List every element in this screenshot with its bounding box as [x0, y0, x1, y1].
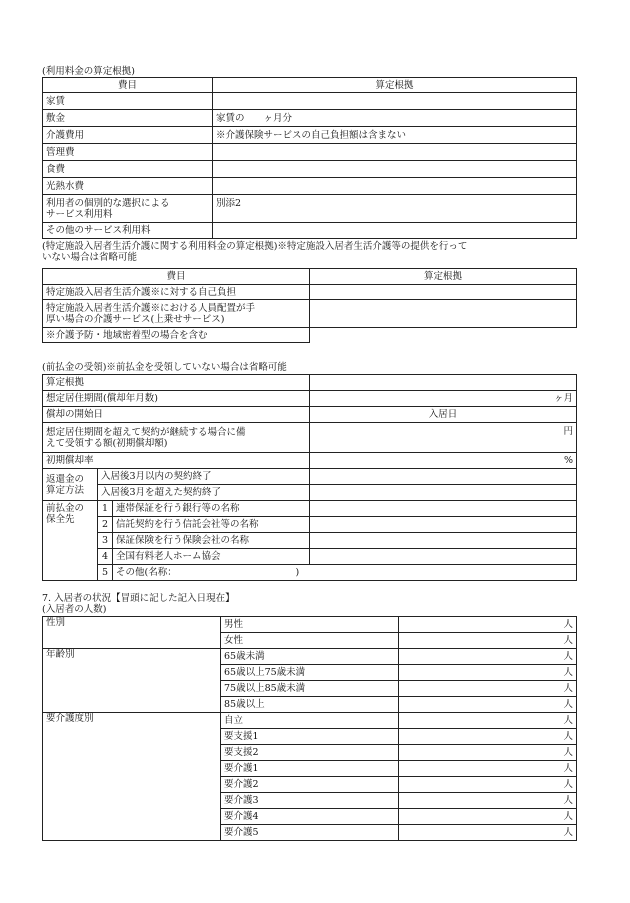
value-cell: ヶ月 — [310, 391, 577, 407]
count-cell: 人 — [399, 697, 577, 713]
table-row — [43, 423, 577, 453]
table-row — [43, 617, 577, 633]
residents-table — [42, 616, 577, 841]
value-cell: 入居日 — [310, 407, 577, 423]
group-label-cell: 年齢別 — [43, 649, 221, 713]
value-cell — [310, 501, 577, 517]
table-row — [43, 223, 577, 239]
value-cell — [310, 549, 577, 565]
table-row — [43, 110, 577, 127]
item-cell: 光熱水費 — [43, 178, 213, 195]
table-row — [43, 178, 577, 195]
table-header-row — [43, 269, 577, 285]
header-cell: 費目 — [43, 269, 310, 285]
caption-line: (特定施設入居者生活介護に関する利用料金の算定根拠)※特定施設入居者生活介護等の提供を行って — [42, 241, 468, 252]
label-cell: 想定居住期間(償却年月数) — [43, 391, 310, 407]
prepay-caption: (前払金の受領)※前払金を受領していない場合は省略可能 — [42, 362, 287, 373]
count-cell: 人 — [399, 617, 577, 633]
table-row — [43, 285, 577, 300]
table-row — [43, 565, 577, 581]
count-cell: 人 — [399, 665, 577, 681]
section-heading: 7. 入居者の状況【冒頭に記した記入日現在】 — [42, 593, 235, 604]
table-row — [43, 93, 577, 110]
table-row — [43, 469, 577, 485]
count-cell: 人 — [399, 681, 577, 697]
value-cell — [310, 375, 577, 391]
item-cell: 食費 — [43, 161, 213, 178]
label-cell: 初期償却率 — [43, 453, 310, 469]
label-line: 保全先 — [46, 514, 75, 525]
note-cell: ※介護予防・地域密着型の場合を含む — [43, 328, 310, 343]
basis-cell — [213, 144, 577, 161]
count-cell: 人 — [399, 729, 577, 745]
number-cell: 4 — [98, 549, 113, 565]
care-fee-table — [42, 268, 577, 343]
fee-basis-caption: (利用料金の算定根拠) — [42, 66, 135, 77]
basis-cell — [310, 285, 577, 300]
guarantee-item: 全国有料老人ホーム協会 — [113, 549, 310, 565]
table-row — [43, 127, 577, 144]
table-row — [43, 144, 577, 161]
item-cell: その他のサービス利用料 — [43, 223, 213, 239]
sub-label-cell: 入居後3月以内の契約終了 — [98, 469, 310, 485]
care-fee-caption — [42, 241, 582, 263]
table-row — [43, 195, 577, 223]
basis-cell: ※介護保険サービスの自己負担額は含まない — [213, 127, 577, 144]
guarantee-item: その他(名称： ) — [113, 565, 577, 581]
prepay-table — [42, 374, 577, 581]
item-line: 特定施設入居者生活介護※における人員配置が手 — [46, 302, 256, 314]
header-cell: 算定根拠 — [310, 269, 577, 285]
fee-basis-table — [42, 77, 577, 239]
basis-cell — [213, 93, 577, 110]
table-row — [43, 501, 577, 517]
table-row — [43, 485, 577, 501]
item-line: 厚い場合の介護サービス(上乗せサービス) — [46, 313, 225, 325]
item-cell: 管理費 — [43, 144, 213, 161]
group-label-cell — [43, 469, 98, 501]
value-cell: % — [310, 453, 577, 469]
category-cell: 要介護2 — [221, 777, 399, 793]
table-row — [43, 453, 577, 469]
number-cell: 2 — [98, 517, 113, 533]
category-cell: 85歳以上 — [221, 697, 399, 713]
item-cell: 家賃 — [43, 93, 213, 110]
residents-caption: (入居者の人数) — [42, 604, 107, 615]
table-row — [43, 300, 577, 328]
category-cell: 男性 — [221, 617, 399, 633]
category-cell: 要支援2 — [221, 745, 399, 761]
label-line: 想定居住期間を超えて契約が継続する場合に備 — [46, 426, 246, 438]
category-cell: 要介護1 — [221, 761, 399, 777]
count-cell: 人 — [399, 777, 577, 793]
table-row — [43, 713, 577, 729]
count-cell: 人 — [399, 745, 577, 761]
category-cell: 要介護3 — [221, 793, 399, 809]
group-label-cell: 要介護度別 — [43, 713, 221, 841]
item-cell — [43, 300, 310, 328]
count-cell: 人 — [399, 633, 577, 649]
count-cell: 人 — [399, 649, 577, 665]
count-cell: 人 — [399, 793, 577, 809]
category-cell: 要支援1 — [221, 729, 399, 745]
basis-cell — [213, 161, 577, 178]
table-row — [43, 407, 577, 423]
header-cell: 算定根拠 — [213, 78, 577, 93]
table-row — [43, 549, 577, 565]
basis-cell — [213, 223, 577, 239]
label-line: 返還金の — [46, 473, 85, 485]
number-cell: 5 — [98, 565, 113, 581]
label-cell: 算定根拠 — [43, 375, 310, 391]
value-cell — [310, 469, 577, 485]
table-header-row — [43, 78, 577, 93]
category-cell: 65歳以上75歳未満 — [221, 665, 399, 681]
item-cell: 敷金 — [43, 110, 213, 127]
group-label-cell — [43, 501, 98, 581]
category-cell: 女性 — [221, 633, 399, 649]
count-cell: 人 — [399, 809, 577, 825]
item-cell — [43, 195, 213, 223]
basis-cell — [213, 178, 577, 195]
label-cell — [43, 423, 310, 453]
count-cell: 人 — [399, 825, 577, 841]
label-line: 前払金の — [46, 503, 85, 514]
guarantee-item: 信託契約を行う信託会社等の名称 — [113, 517, 310, 533]
group-label-cell: 性別 — [43, 617, 221, 649]
guarantee-item: 連帯保証を行う銀行等の名称 — [113, 501, 310, 517]
basis-cell: 家賃の ヶ月分 — [213, 110, 577, 127]
header-cell: 費目 — [43, 78, 213, 93]
empty-cell — [310, 328, 577, 343]
number-cell: 1 — [98, 501, 113, 517]
caption-line: いない場合は省略可能 — [42, 252, 138, 263]
category-cell: 75歳以上85歳未満 — [221, 681, 399, 697]
table-row — [43, 328, 577, 343]
value-cell — [310, 485, 577, 501]
table-row — [43, 391, 577, 407]
category-cell: 要介護4 — [221, 809, 399, 825]
item-line: サービス利用料 — [46, 208, 113, 220]
basis-cell — [310, 300, 577, 328]
table-row — [43, 533, 577, 549]
label-cell: 償却の開始日 — [43, 407, 310, 423]
basis-cell: 別添2 — [213, 195, 577, 223]
table-row — [43, 375, 577, 391]
category-cell: 65歳未満 — [221, 649, 399, 665]
label-line: えて受領する額(初期償却額) — [46, 437, 168, 449]
table-row — [43, 649, 577, 665]
number-cell: 3 — [98, 533, 113, 549]
item-cell: 介護費用 — [43, 127, 213, 144]
label-line: 算定方法 — [46, 484, 85, 496]
value-cell — [310, 533, 577, 549]
sub-label-cell: 入居後3月を超えた契約終了 — [98, 485, 310, 501]
table-row — [43, 517, 577, 533]
item-cell: 特定施設入居者生活介護※に対する自己負担 — [43, 285, 310, 300]
table-row — [43, 161, 577, 178]
guarantee-item: 保証保険を行う保険会社の名称 — [113, 533, 310, 549]
value-cell: 円 — [310, 423, 577, 453]
value-cell — [310, 517, 577, 533]
category-cell: 自立 — [221, 713, 399, 729]
category-cell: 要介護5 — [221, 825, 399, 841]
count-cell: 人 — [399, 713, 577, 729]
item-line: 利用者の個別的な選択による — [46, 197, 170, 209]
count-cell: 人 — [399, 761, 577, 777]
